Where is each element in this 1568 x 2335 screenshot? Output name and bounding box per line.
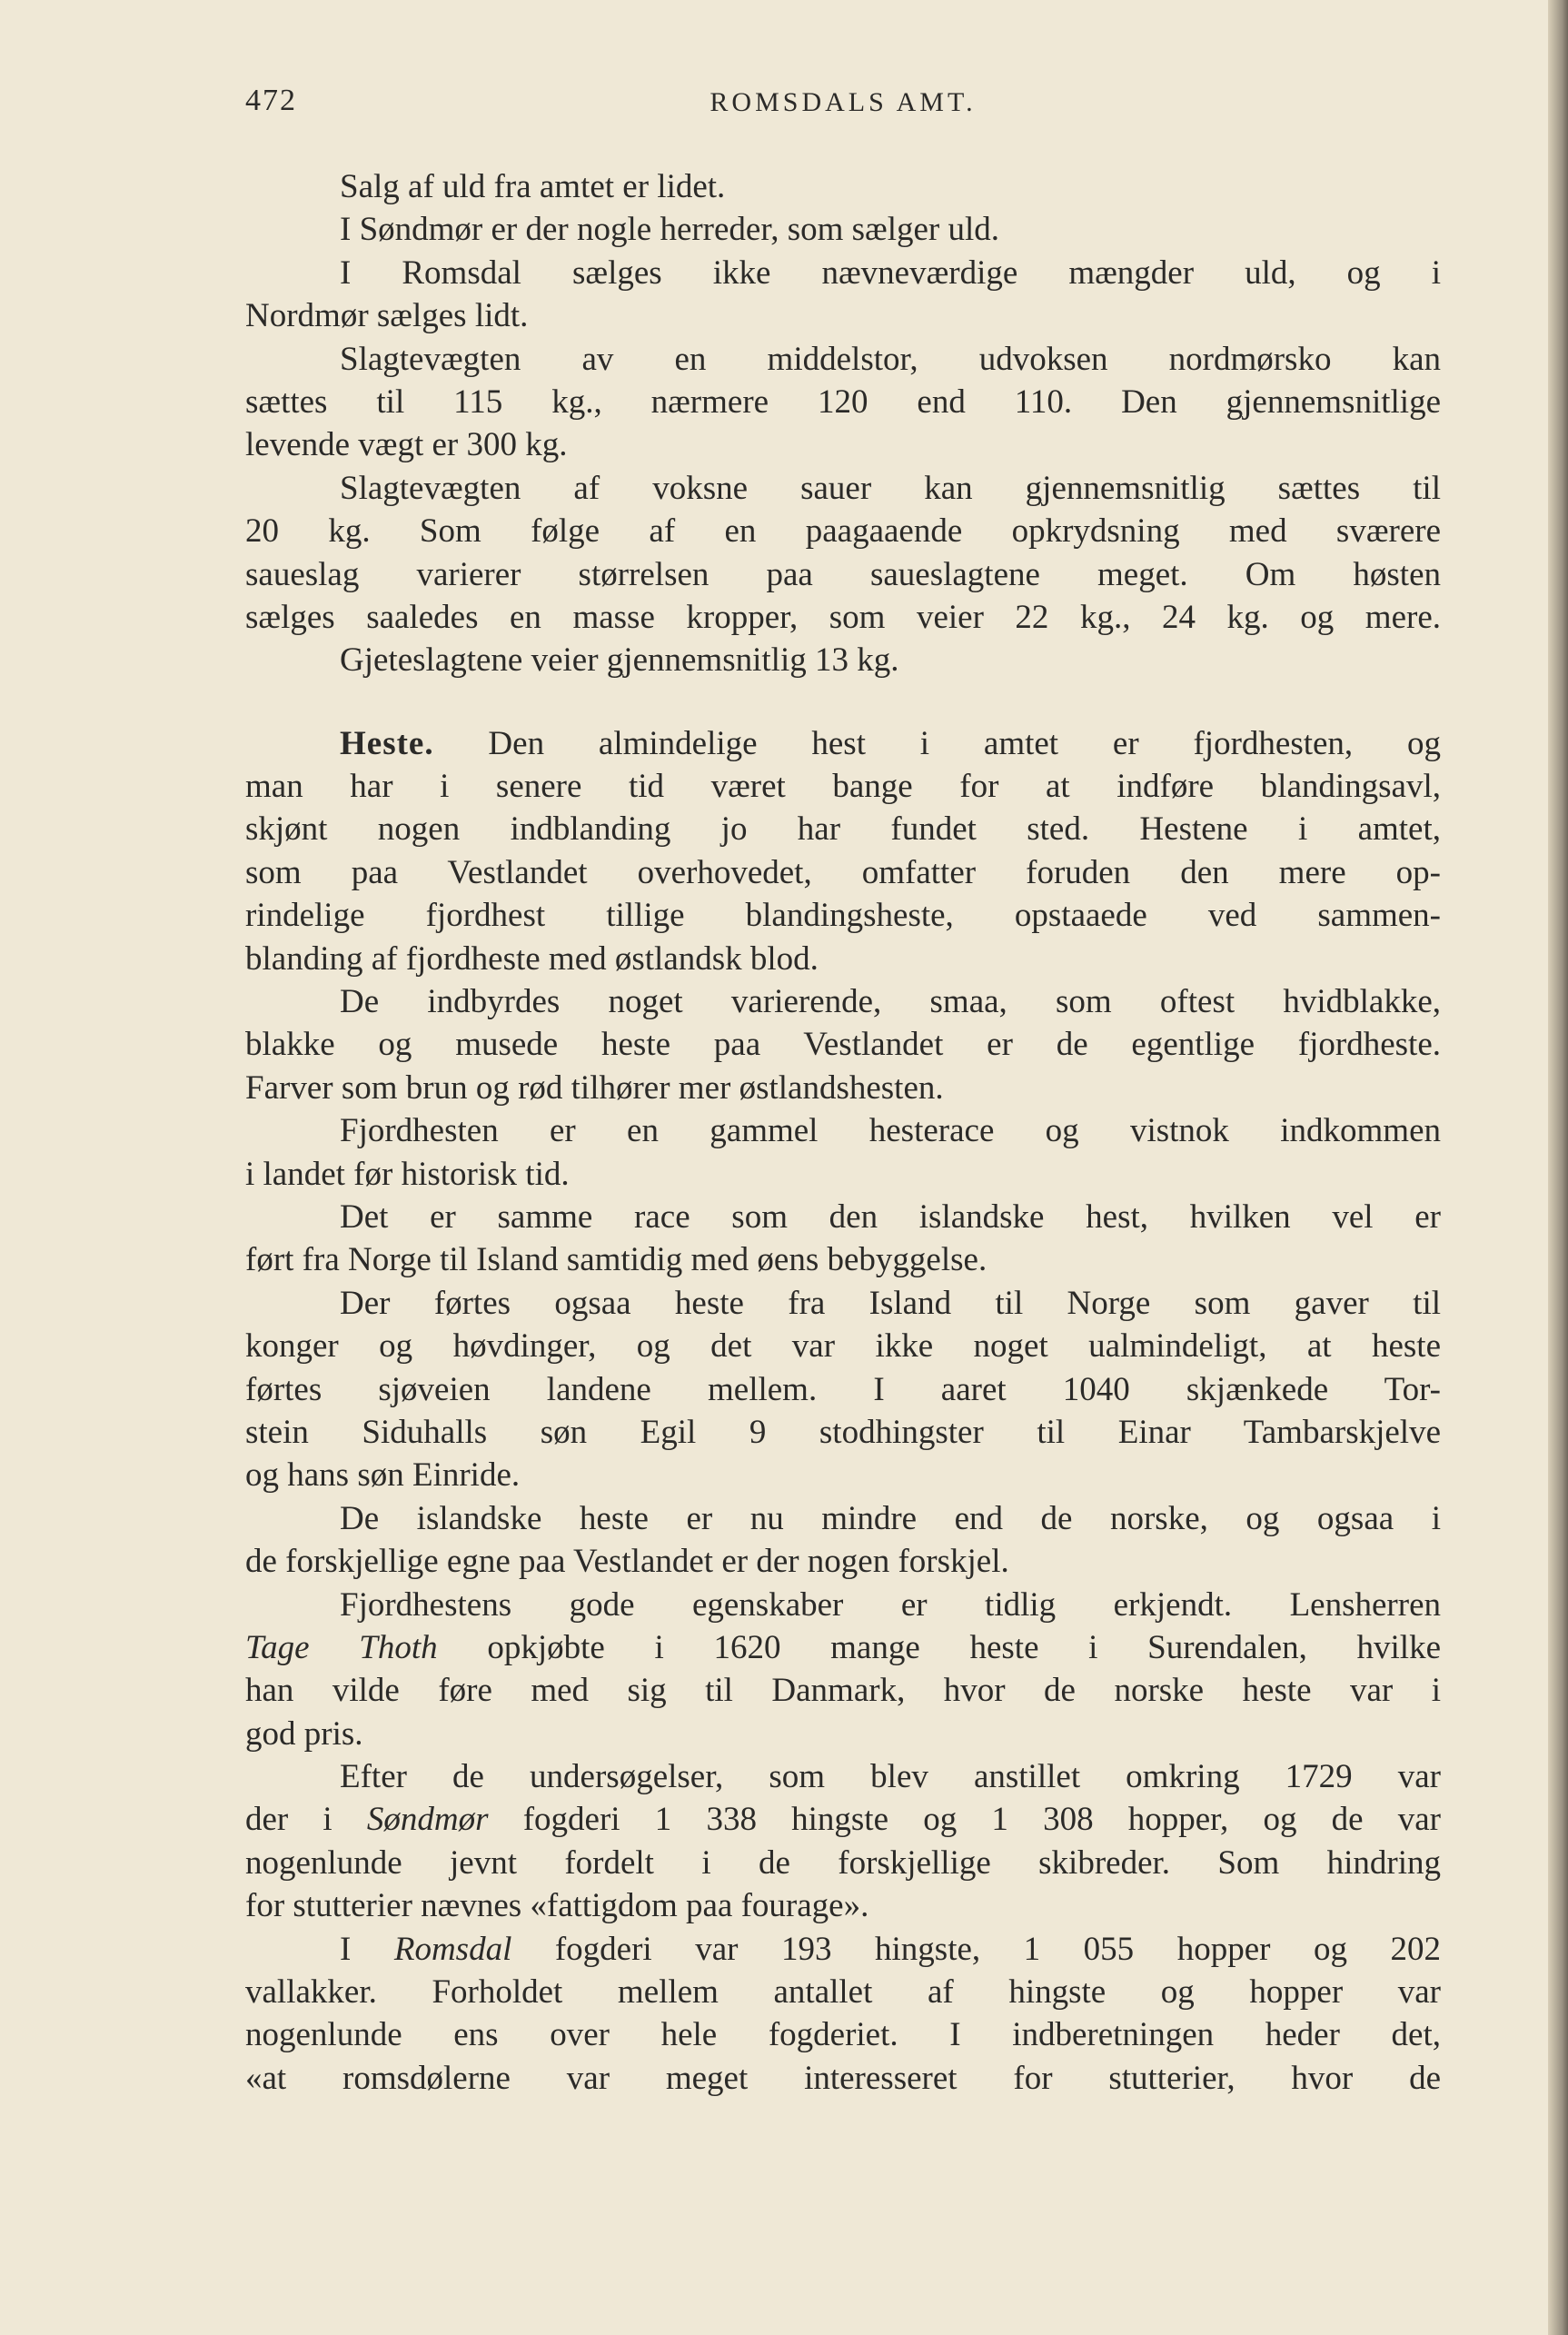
text-line xyxy=(245,938,1441,980)
line-text: 20 kg. Som følge af en paagaaende opkrydsning med sværere xyxy=(245,512,1441,551)
text-line xyxy=(245,1109,1441,1152)
line-text: fogderi 1 338 hingste og 1 308 hopper, og de var xyxy=(488,1801,1441,1839)
section-gap xyxy=(245,682,1441,722)
text-line xyxy=(245,639,1441,681)
text-line xyxy=(245,1497,1441,1540)
text-line xyxy=(245,1928,1441,1971)
line-text: man har i senere tid været bange for at indføre blandingsavl, xyxy=(245,768,1441,806)
text-line xyxy=(245,894,1441,937)
line-text: Slagtevægten av en middelstor, udvoksen nordmørsko kan xyxy=(340,340,1441,378)
text-line xyxy=(245,423,1441,466)
text-line xyxy=(245,165,1441,208)
section-heading: Heste. xyxy=(340,724,434,762)
page-number: 472 xyxy=(245,84,297,117)
text-line xyxy=(245,553,1441,596)
line-text: De indbyrdes noget varierende, smaa, som oftest hvidblakke, xyxy=(340,983,1441,1021)
page-edge-shadow xyxy=(1548,0,1568,2335)
line-text: for stutterier nævnes «fattigdom paa fourage». xyxy=(245,1887,869,1925)
text-line xyxy=(245,851,1441,894)
line-text: Efter de undersøgelser, som blev anstillet omkring 1729 var xyxy=(340,1758,1441,1796)
text-line xyxy=(245,1153,1441,1196)
line-text: I Romsdal sælges ikke nævneværdige mængder uld, og i xyxy=(340,253,1441,292)
line-text: vallakker. Forholdet mellem antallet af hingste og hopper var xyxy=(245,1973,1441,2012)
text-line xyxy=(245,294,1441,337)
line-text: De islandske heste er nu mindre end de norske, og ogsaa i xyxy=(340,1499,1441,1537)
line-text: I Søndmør er der nogle herreder, som sælger uld. xyxy=(340,211,999,249)
line-prefix: der i xyxy=(245,1801,367,1839)
line-text: Nordmør sælges lidt. xyxy=(245,297,529,335)
text-line xyxy=(245,1842,1441,1884)
line-text: sælges saaledes en masse kropper, som veier 22 kg., 24 kg. og mere. xyxy=(245,598,1441,636)
line-text: skjønt nogen indblanding jo har fundet sted. Hestene i amtet, xyxy=(245,810,1441,849)
text-line xyxy=(245,2013,1441,2056)
page-header xyxy=(245,84,1441,129)
line-text: Farver som brun og rød tilhører mer østlandshesten. xyxy=(245,1068,944,1107)
line-text: nogenlunde jevnt fordelt i de forskjellige skibreder. Som hindring xyxy=(245,1843,1441,1882)
line-text: og hans søn Einride. xyxy=(245,1456,521,1495)
line-text: blanding af fjordheste med østlandsk blod. xyxy=(245,939,819,978)
text-line xyxy=(245,467,1441,510)
body-text xyxy=(245,165,1441,2100)
text-line xyxy=(245,2057,1441,2100)
line-text: Slagtevægten af voksne sauer kan gjennemsnitlig sættes til xyxy=(340,469,1441,507)
line-text: Fjordhestens gode egenskaber er tidlig erkjendt. Lensherren xyxy=(340,1585,1441,1624)
italic-name: Søndmør xyxy=(366,1801,489,1839)
line-text: Der førtes ogsaa heste fra Island til Norge som gaver til xyxy=(340,1284,1441,1322)
text-line xyxy=(245,208,1441,251)
text-line xyxy=(245,1798,1441,1841)
line-text: sættes til 115 kg., nærmere 120 end 110. Den gjennemsnitlige xyxy=(245,383,1441,421)
text-line xyxy=(245,381,1441,423)
text-line xyxy=(245,1669,1441,1712)
text-line xyxy=(245,1196,1441,1238)
text-line xyxy=(245,1325,1441,1367)
line-text: Salg af uld fra amtet er lidet. xyxy=(340,168,726,205)
text-line xyxy=(245,808,1441,850)
text-line xyxy=(245,1755,1441,1798)
text-line xyxy=(245,1023,1441,1066)
line-text: han vilde føre med sig til Danmark, hvor de norske heste var i xyxy=(245,1672,1441,1710)
text-line xyxy=(245,1713,1441,1755)
running-title: ROMSDALS AMT. xyxy=(710,87,977,117)
text-line xyxy=(245,1454,1441,1496)
text-line xyxy=(245,1067,1441,1109)
line-text: blakke og musede heste paa Vestlandet er de egentlige fjordheste. xyxy=(245,1026,1441,1064)
text-line xyxy=(245,1411,1441,1454)
text-line xyxy=(245,765,1441,808)
line-text: de forskjellige egne paa Vestlandet er der nogen forskjel. xyxy=(245,1543,1009,1581)
line-text: Det er samme race som den islandske hest, hvilken vel er xyxy=(340,1197,1441,1236)
text-line xyxy=(245,1368,1441,1411)
text-line xyxy=(245,1971,1441,2013)
line-text: konger og høvdinger, og det var ikke noget ualmindeligt, at heste xyxy=(245,1327,1441,1366)
line-text: førtes sjøveien landene mellem. I aaret 1040 skjænkede Tor- xyxy=(245,1370,1441,1408)
italic-name: Tage Thoth xyxy=(245,1628,438,1666)
text-line xyxy=(245,722,1441,765)
text-line xyxy=(245,338,1441,381)
line-text: levende vægt er 300 kg. xyxy=(245,426,568,464)
text-line xyxy=(245,1238,1441,1281)
line-text: «at romsdølerne var meget interesseret for stutterier, hvor de xyxy=(245,2059,1441,2097)
line-text: stein Siduhalls søn Egil 9 stodhingster til Einar Tambarskjelve xyxy=(245,1413,1441,1451)
text-line xyxy=(245,1626,1441,1669)
line-text: Fjordhesten er en gammel hesterace og vistnok indkommen xyxy=(340,1112,1441,1150)
line-text: opkjøbte i 1620 mange heste i Surendalen, hvilke xyxy=(437,1628,1441,1666)
line-text: ført fra Norge til Island samtidig med øens bebyggelse. xyxy=(245,1241,987,1279)
line-text: rindelige fjordhest tillige blandingsheste, opstaaede ved sammen- xyxy=(245,897,1441,935)
line-prefix: I xyxy=(340,1930,394,1968)
text-line xyxy=(245,252,1441,294)
line-text: i landet før historisk tid. xyxy=(245,1155,570,1193)
text-line xyxy=(245,1282,1441,1325)
line-text: fogderi var 193 hingste, 1 055 hopper og 202 xyxy=(511,1930,1441,1968)
line-text: Den almindelige hest i amtet er fjordhesten, og xyxy=(433,724,1441,762)
text-line xyxy=(245,596,1441,639)
line-text: saueslag varierer størrelsen paa saueslagtene meget. Om høsten xyxy=(245,555,1441,593)
line-text: nogenlunde ens over hele fogderiet. I indberetningen heder det, xyxy=(245,2016,1441,2054)
text-line xyxy=(245,1884,1441,1927)
line-text: som paa Vestlandet overhovedet, omfatter foruden den mere op- xyxy=(245,853,1441,891)
text-line xyxy=(245,980,1441,1023)
line-text: god pris. xyxy=(245,1714,363,1753)
text-line xyxy=(245,1540,1441,1583)
text-line xyxy=(245,1584,1441,1626)
line-text: Gjeteslagtene veier gjennemsnitlig 13 kg. xyxy=(340,641,899,680)
italic-name: Romsdal xyxy=(393,1930,512,1968)
text-line xyxy=(245,510,1441,552)
